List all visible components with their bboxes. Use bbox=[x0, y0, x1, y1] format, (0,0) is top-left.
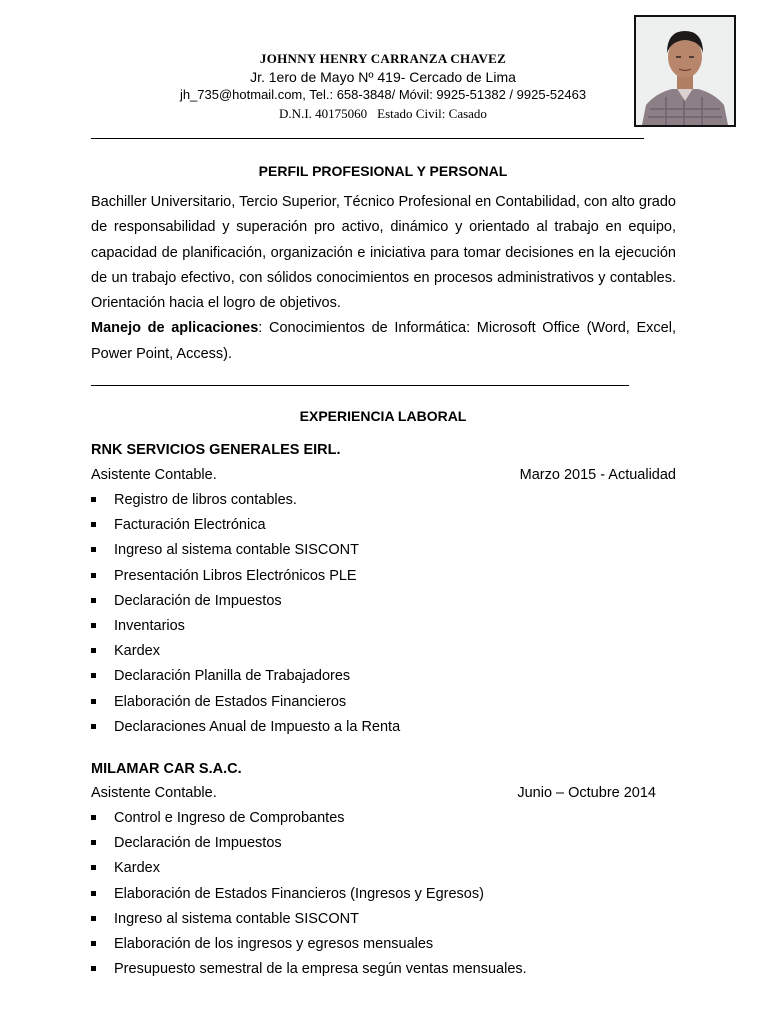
square-bullet-icon bbox=[91, 573, 96, 578]
task-text: Control e Ingreso de Comprobantes bbox=[114, 810, 345, 826]
square-bullet-icon bbox=[91, 598, 96, 603]
task-text: Declaraciones Anual de Impuesto a la Renta bbox=[114, 718, 401, 735]
task-text: Registro de libros contables. bbox=[114, 492, 297, 508]
task-text: Presupuesto semestral de la empresa según ventas mensuales. bbox=[114, 961, 527, 978]
job-task-list bbox=[91, 808, 527, 984]
square-bullet-icon bbox=[91, 497, 96, 502]
square-bullet-icon bbox=[91, 916, 96, 921]
job-role-row bbox=[91, 466, 676, 484]
list-item bbox=[91, 833, 527, 858]
task-text: Declaración de Impuestos bbox=[114, 835, 282, 852]
list-item bbox=[91, 909, 527, 934]
square-bullet-icon bbox=[91, 891, 96, 896]
profile-body bbox=[91, 190, 676, 367]
task-text: Elaboración de los ingresos y egresos mensuales bbox=[114, 935, 434, 952]
list-item bbox=[91, 616, 400, 641]
job-role: Asistente Contable. bbox=[91, 467, 217, 483]
square-bullet-icon bbox=[91, 648, 96, 653]
list-item bbox=[91, 591, 400, 616]
task-text: Presentación Libros Electrónicos PLE bbox=[114, 567, 357, 584]
task-text: Kardex bbox=[114, 860, 160, 877]
task-text: Declaración de Impuestos bbox=[114, 592, 282, 609]
profile-section-title: PERFIL PROFESIONAL Y PERSONAL bbox=[258, 163, 508, 179]
list-item bbox=[91, 808, 527, 833]
person-portrait-icon bbox=[636, 17, 734, 125]
job-role-row bbox=[91, 784, 656, 802]
profile-apps bbox=[91, 316, 676, 367]
header-divider bbox=[91, 138, 644, 139]
list-item bbox=[91, 641, 400, 666]
list-item bbox=[91, 666, 400, 691]
task-text: Declaración Planilla de Trabajadores bbox=[114, 668, 351, 685]
job-company: RNK SERVICIOS GENERALES EIRL. bbox=[91, 442, 341, 458]
square-bullet-icon bbox=[91, 522, 96, 527]
list-item bbox=[91, 959, 527, 984]
square-bullet-icon bbox=[91, 865, 96, 870]
list-item bbox=[91, 884, 527, 909]
list-item bbox=[91, 540, 400, 565]
list-item bbox=[91, 692, 400, 717]
list-item bbox=[91, 515, 400, 540]
task-text: Kardex bbox=[114, 643, 160, 660]
job-company: MILAMAR CAR S.A.C. bbox=[91, 761, 242, 777]
list-item bbox=[91, 858, 527, 883]
square-bullet-icon bbox=[91, 966, 96, 971]
task-text: Facturación Electrónica bbox=[114, 517, 266, 534]
job-period: Marzo 2015 - Actualidad bbox=[519, 467, 676, 483]
list-item bbox=[91, 490, 400, 515]
candidate-name: JOHNNY HENRY CARRANZA CHAVEZ bbox=[259, 51, 507, 66]
cv-header bbox=[90, 50, 676, 123]
task-text: Elaboración de Estados Financieros bbox=[114, 693, 347, 710]
task-text: Ingreso al sistema contable SISCONT bbox=[114, 910, 359, 927]
square-bullet-icon bbox=[91, 673, 96, 678]
profile-divider bbox=[91, 385, 629, 386]
square-bullet-icon bbox=[91, 724, 96, 729]
candidate-address: Jr. 1ero de Mayo Nº 419- Cercado de Lima bbox=[250, 69, 516, 85]
square-bullet-icon bbox=[91, 815, 96, 820]
job-role: Asistente Contable. bbox=[91, 785, 217, 801]
profile-apps-label: Manejo de aplicaciones bbox=[91, 320, 259, 337]
candidate-id-line bbox=[90, 104, 676, 123]
task-text: Inventarios bbox=[114, 617, 185, 634]
task-text: Elaboración de Estados Financieros (Ingresos y Egresos) bbox=[114, 885, 484, 902]
experience-section-title: EXPERIENCIA LABORAL bbox=[299, 408, 467, 424]
list-item bbox=[91, 566, 400, 591]
square-bullet-icon bbox=[91, 699, 96, 704]
candidate-photo bbox=[634, 15, 736, 127]
square-bullet-icon bbox=[91, 623, 96, 628]
list-item bbox=[91, 717, 400, 742]
list-item bbox=[91, 934, 527, 959]
candidate-civil-status: Estado Civil: Casado bbox=[377, 106, 487, 121]
job-period: Junio – Octubre 2014 bbox=[517, 785, 656, 801]
square-bullet-icon bbox=[91, 840, 96, 845]
profile-apps-text: : Conocimientos de Informática: Microsoft Office (Word, Excel, Power Point, Access). bbox=[91, 320, 676, 362]
job-task-list bbox=[91, 490, 400, 742]
square-bullet-icon bbox=[91, 547, 96, 552]
square-bullet-icon bbox=[91, 941, 96, 946]
candidate-dni: D.N.I. 40175060 bbox=[279, 106, 368, 121]
candidate-contact: jh_735@hotmail.com, Tel.: 658-3848/ Móvil: 9925-51382 / 9925-52463 bbox=[179, 87, 587, 102]
task-text: Ingreso al sistema contable SISCONT bbox=[114, 542, 359, 559]
profile-summary: Bachiller Universitario, Tercio Superior, Técnico Profesional en Contabilidad, con alto grado de responsabilidad y superación pro activo, dinámico y orientado al trabajo en equipo, capacidad de planificación, organización e iniciativa para tomar decisiones en la ejecución de un trabajo efectivo, con sólidos conocimientos en procesos administrativos y contables. Orientación hacia el logro de objetivos. bbox=[91, 194, 676, 312]
